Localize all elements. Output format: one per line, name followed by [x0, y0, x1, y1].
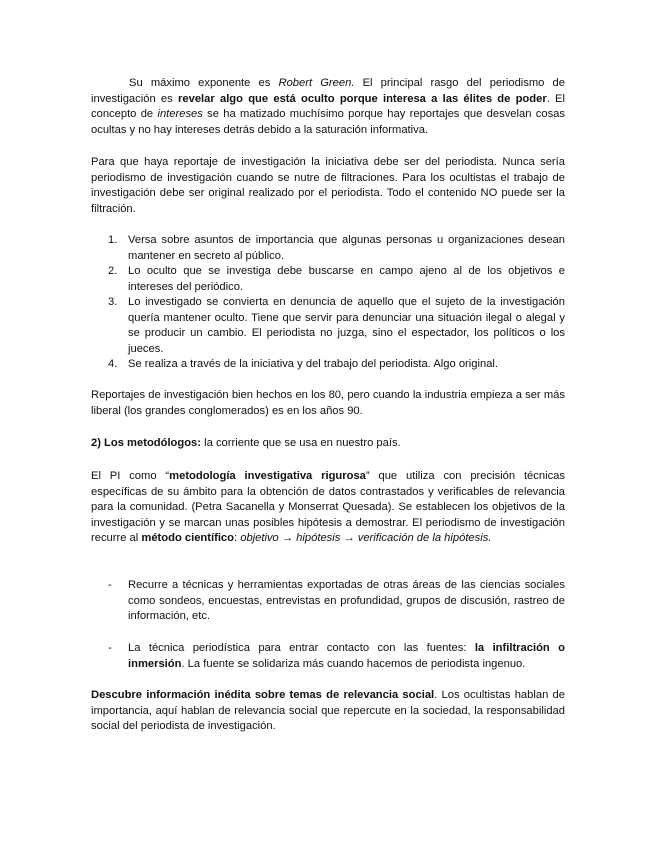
list-number: 1.: [108, 234, 118, 246]
list-item-text: Versa sobre asuntos de importancia que algunas personas u organizaciones desean mantener en secreto al público.: [128, 234, 565, 262]
list-number: 4.: [108, 358, 118, 370]
bullet-text: Recurre a técnicas y herramientas exportadas de otras áreas de las ciencias sociales como sondeos, encuestas, entrevistas en profundidad, grupos de discusión, rastreo de información, etc.: [128, 579, 565, 623]
bullet-dash: -: [108, 642, 112, 654]
list-item: [108, 264, 565, 295]
bullet-item: [108, 578, 565, 625]
list-number: 2.: [108, 265, 118, 277]
list-item: [108, 233, 565, 264]
list-item-text: Lo oculto que se investiga debe buscarse en campo ajeno al de los objetivos e intereses del periódico.: [128, 265, 565, 293]
bullet-dash: -: [108, 579, 112, 591]
paragraph-metodologia-rigurosa: El PI como “metodología investigativa rigurosa” que utiliza con precisión técnicas específicas de su ámbito para la obtención de datos contrastados y verificables de relevancia para la comunidad. (Petra Sacanella y Monserrat Quesada). Se establecen los objetivos de la investigación y se marcan unas posibles hipótesis a demostrar. El periodismo de investigación recurre al método científico: objetivo → hipótesis → verificación de la hipótesis.: [91, 470, 565, 545]
list-item: [108, 295, 565, 357]
list-item-text: Lo investigado se convierta en denuncia de aquello que el sujeto de la investigación quería mantener oculto. Tiene que servir para denunciar una situación ilegal o alegal y se producir un cambio. El periodista no juzga, sino el espectador, los políticos o los jueces.: [128, 296, 565, 355]
bullet-text: La técnica periodística para entrar contacto con las fuentes: la infiltración o inmersión. La fuente se solidariza más cuando hacemos de periodista ingenuo.: [128, 642, 565, 670]
paragraph-reportajes-80: Reportajes de investigación bien hechos en los 80, pero cuando la industria empieza a ser más liberal (los grandes conglomerados) es en los años 90.: [91, 389, 565, 417]
paragraph-metodologos: 2) Los metodólogos: la corriente que se usa en nuestro país.: [91, 437, 401, 449]
bullet-item: [108, 641, 565, 672]
list-number: 3.: [108, 296, 118, 308]
list-item-text: Se realiza a través de la iniciativa y del trabajo del periodista. Algo original.: [128, 358, 499, 370]
paragraph-relevancia-social: Descubre información inédita sobre temas de relevancia social. Los ocultistas hablan de importancia, aquí hablan de relevancia social que repercute en la sociedad, la responsabilidad social del periodista de investigación.: [91, 689, 565, 733]
paragraph-robert-green: Su máximo exponente es Robert Green. El principal rasgo del periodismo de investigación es revelar algo que está oculto porque interesa a las élites de poder. El concepto de intereses se ha matizado muchísimo porque hay reportajes que desvelan cosas ocultas y no hay intereses detrás debido a la saturación informativa.: [91, 77, 565, 136]
list-item: [108, 357, 565, 373]
paragraph-iniciativa: Para que haya reportaje de investigación la iniciativa debe ser del periodista. Nunca sería periodismo de investigación cuando se nutre de filtraciones. Para los ocultistas el trabajo de investigación debe ser original realizado por el periodista. Todo el contenido NO puede ser la filtración.: [91, 156, 565, 215]
